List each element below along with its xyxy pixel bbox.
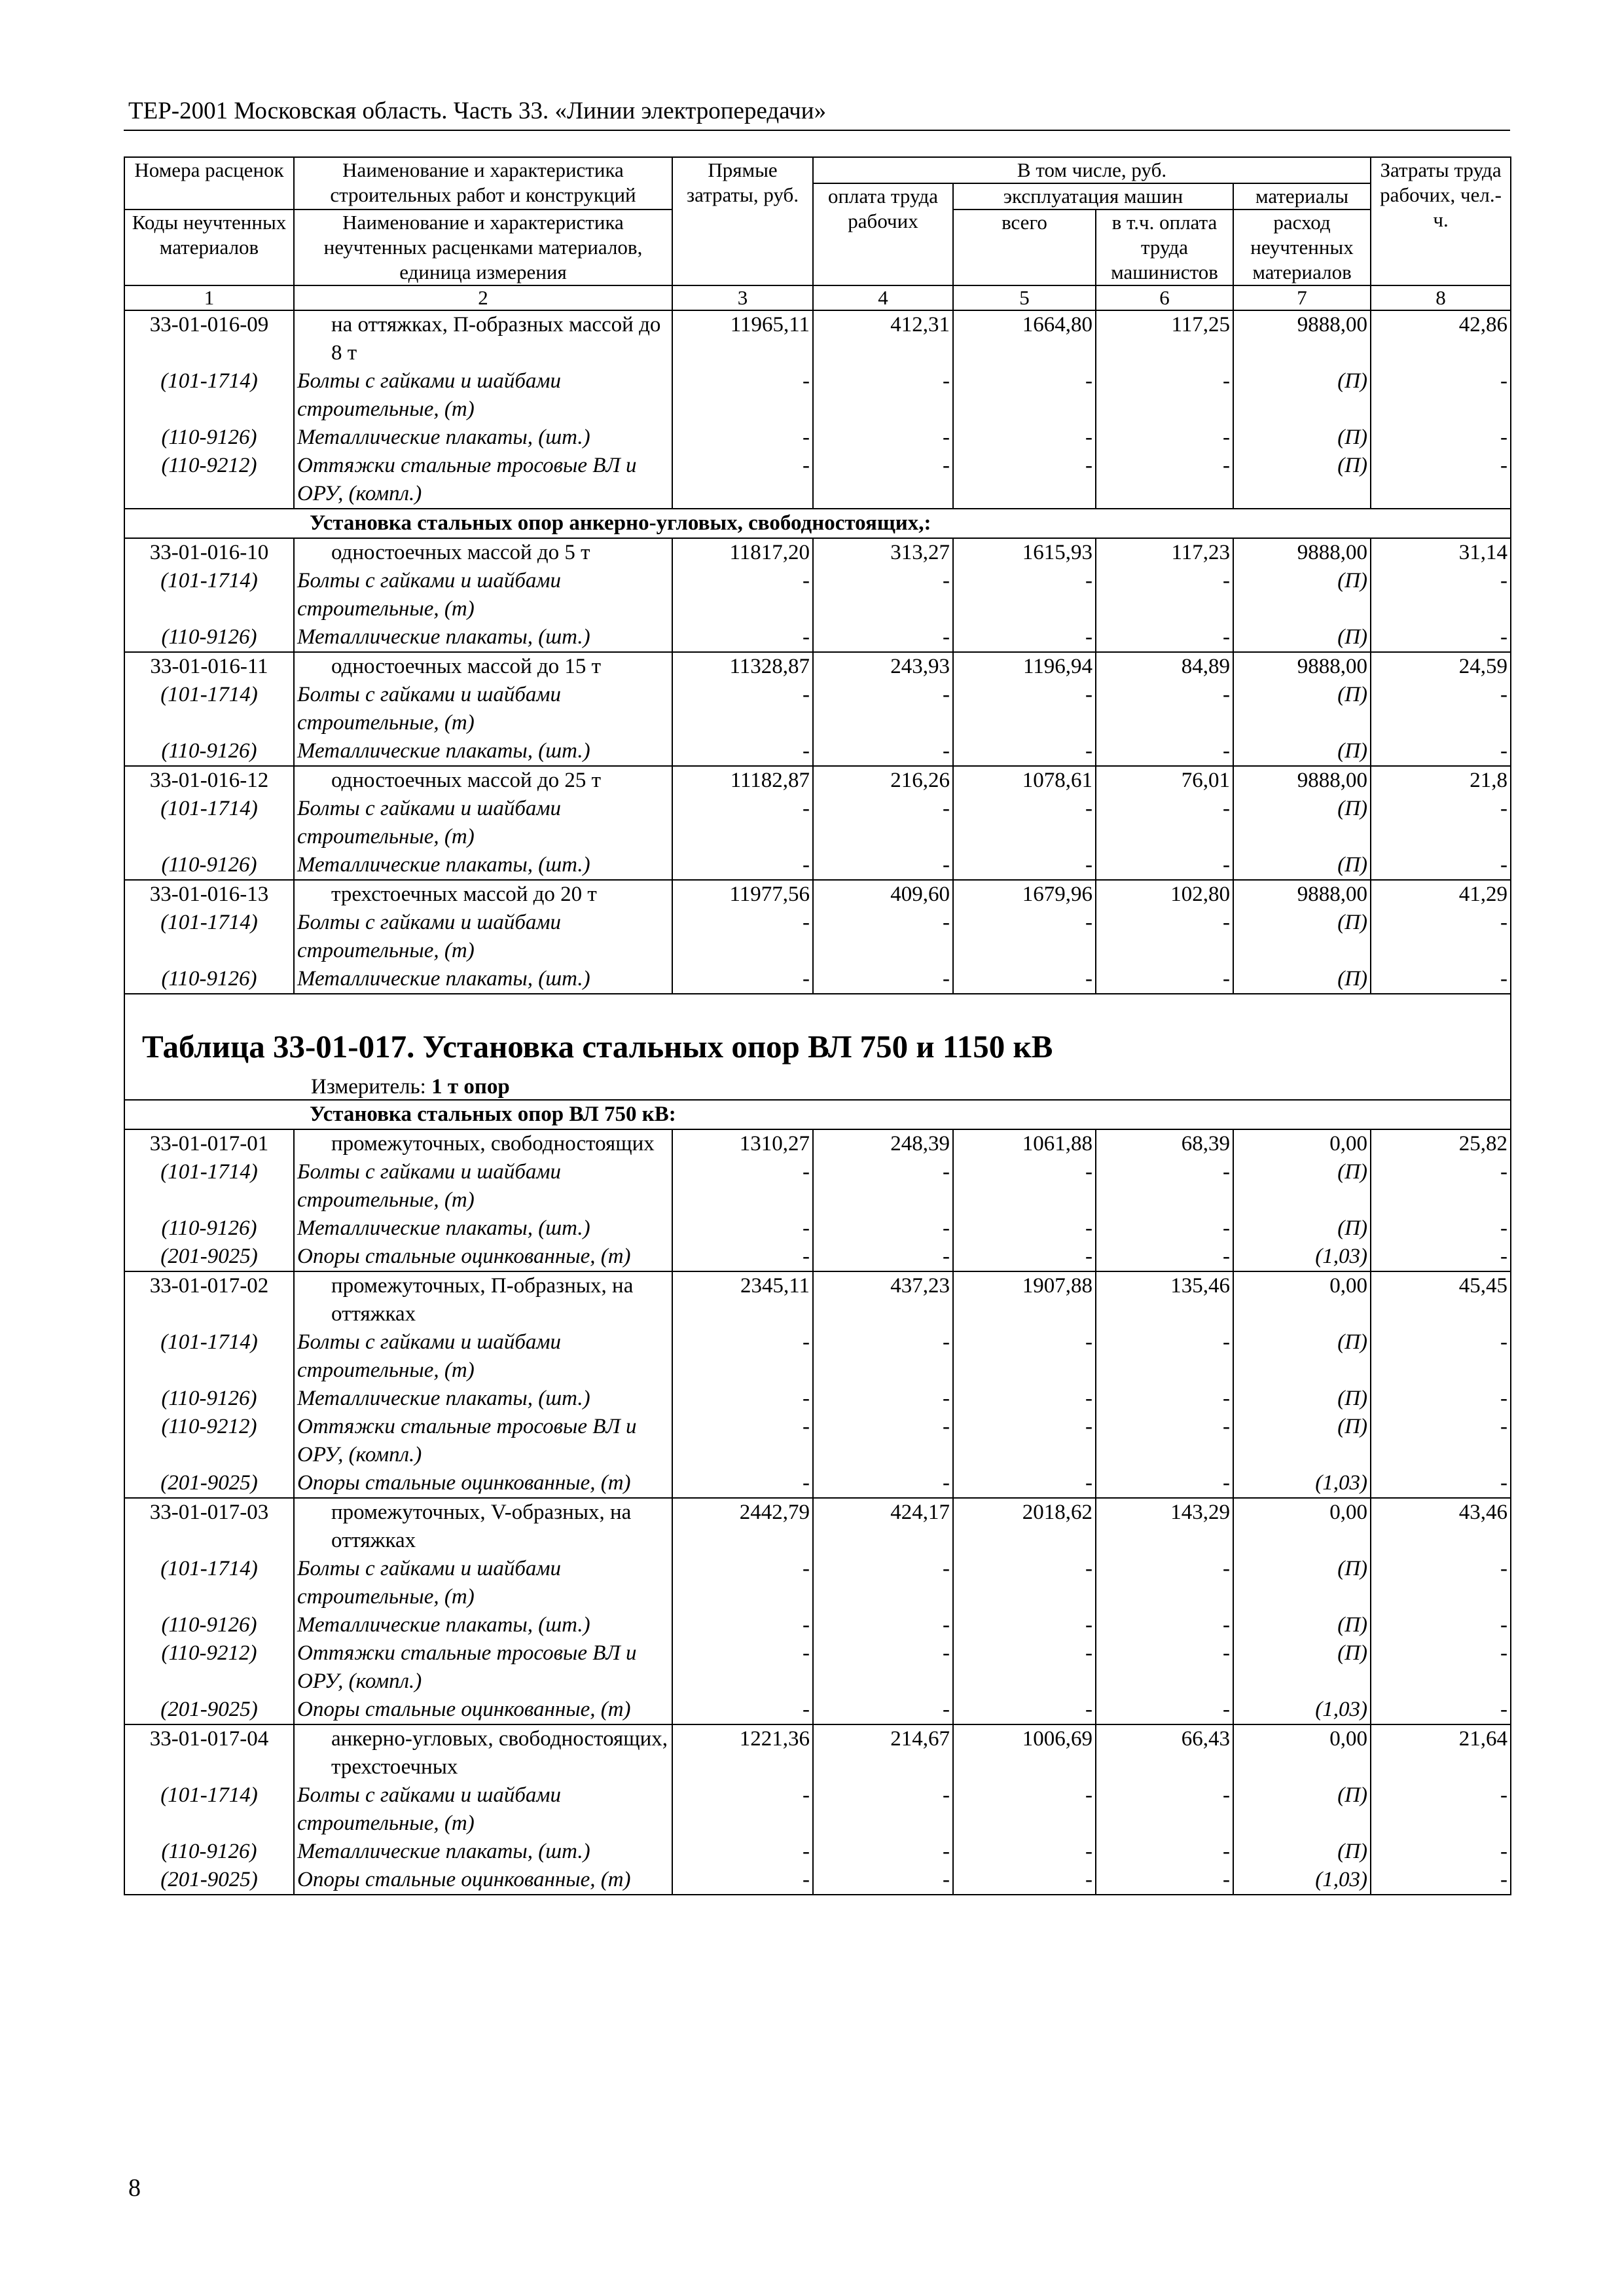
th-codes: Коды неучтенных материалов: [124, 210, 294, 285]
material-row: (101-1714) Болты с гайками и шайбами строительные, (т) - - - - (П) -: [124, 367, 1511, 424]
table-row: 33-01-016-10 одностоечных массой до 5 т 11817,20 313,27 1615,93 117,23 9888,00 31,14: [124, 538, 1511, 567]
th-labor: Затраты труда рабочих, чел.-ч.: [1371, 157, 1511, 285]
document-header: ТЕР-2001 Московская область. Часть 33. «Линии электропередачи»: [128, 98, 827, 124]
header-rule: [124, 130, 1510, 131]
material-row: (110-9126) Металлические плакаты, (шт.) - - - - (П) -: [124, 965, 1511, 994]
material-row: (110-9126) Металлические плакаты, (шт.) - - - - (П) -: [124, 1385, 1511, 1413]
material-row: (101-1714) Болты с гайками и шайбами строительные, (т) - - - - (П) -: [124, 1158, 1511, 1214]
material-row: (101-1714) Болты с гайками и шайбами строительные, (т) - - - - (П) -: [124, 909, 1511, 965]
th-direct: Прямые затраты, руб.: [672, 157, 813, 285]
material-row: (201-9025) Опоры стальные оцинкованные, (т) - - - - (1,03) -: [124, 1866, 1511, 1895]
material-row: (110-9126) Металлические плакаты, (шт.) - - - - (П) -: [124, 737, 1511, 766]
material-row: (110-9126) Металлические плакаты, (шт.) - - - - (П) -: [124, 424, 1511, 452]
section-750kv: Установка стальных опор ВЛ 750 кВ:: [124, 1100, 1511, 1129]
material-row: (110-9126) Металлические плакаты, (шт.) - - - - (П) -: [124, 623, 1511, 652]
section-anchor-angle: Установка стальных опор анкерно-угловых, свободностоящих,:: [124, 509, 1511, 538]
meter-value: 1 т опор: [431, 1075, 510, 1099]
table-title-row: [124, 994, 1511, 1100]
section-heading-row: [124, 509, 1511, 538]
material-row: (110-9126) Металлические плакаты, (шт.) - - - - (П) -: [124, 1214, 1511, 1243]
material-row: (110-9212) Оттяжки стальные тросовые ВЛ и ОРУ, (компл.) - - - - (П) -: [124, 452, 1511, 509]
th-num-rates: Номера расценок: [124, 157, 294, 210]
table-row: 33-01-016-09 на оттяжках, П-образных массой до 8 т 11965,11 412,31 1664,80 117,25 9888,00 42,86: [124, 310, 1511, 367]
rates-table: [124, 156, 1511, 1895]
material-row: (110-9212) Оттяжки стальные тросовые ВЛ и ОРУ, (компл.) - - - - (П) -: [124, 1413, 1511, 1469]
material-row: (101-1714) Болты с гайками и шайбами строительные, (т) - - - - (П) -: [124, 681, 1511, 737]
material-row: (201-9025) Опоры стальные оцинкованные, (т) - - - - (1,03) -: [124, 1243, 1511, 1271]
th-consumption: расход неучтенных материалов: [1233, 210, 1371, 285]
th-incl-wage: в т.ч. оплата труда машинистов: [1096, 210, 1233, 285]
table-row: 33-01-016-11 одностоечных массой до 15 т 11328,87 243,93 1196,94 84,89 9888,00 24,59: [124, 652, 1511, 681]
page-number: 8: [128, 2174, 141, 2202]
table-row: 33-01-017-01 промежуточных, свободностоящих 1310,27 248,39 1061,88 68,39 0,00 25,82: [124, 1129, 1511, 1158]
material-row: (101-1714) Болты с гайками и шайбами строительные, (т) - - - - (П) -: [124, 567, 1511, 623]
material-row: (110-9212) Оттяжки стальные тросовые ВЛ и ОРУ, (компл.) - - - - (П) -: [124, 1639, 1511, 1696]
th-total: всего: [953, 210, 1096, 285]
material-row: (110-9126) Металлические плакаты, (шт.) - - - - (П) -: [124, 851, 1511, 880]
material-row: (101-1714) Болты с гайками и шайбами строительные, (т) - - - - (П) -: [124, 1781, 1511, 1838]
material-row: (101-1714) Болты с гайками и шайбами строительные, (т) - - - - (П) -: [124, 795, 1511, 851]
material-row: (101-1714) Болты с гайками и шайбами строительные, (т) - - - - (П) -: [124, 1555, 1511, 1611]
table-row: 33-01-017-02 промежуточных, П-образных, на оттяжках 2345,11 437,23 1907,88 135,46 0,00 45,45: [124, 1271, 1511, 1328]
table-meter: [311, 1073, 510, 1101]
th-wage: оплата труда рабочих: [813, 183, 953, 285]
material-row: (101-1714) Болты с гайками и шайбами строительные, (т) - - - - (П) -: [124, 1328, 1511, 1385]
table-header-row: [124, 157, 1511, 183]
table-row: 33-01-017-04 анкерно-угловых, свободностоящих, трехстоечных 1221,36 214,67 1006,69 66,43 0,00 21,64: [124, 1724, 1511, 1781]
th-machines: эксплуатация машин: [953, 183, 1233, 210]
material-row: (110-9126) Металлические плакаты, (шт.) - - - - (П) -: [124, 1838, 1511, 1866]
column-numbers-row: 1 2 3 4 5 6 7 8: [124, 285, 1511, 310]
th-name-mat: Наименование и характеристика неучтенных расценками материалов, единица измерения: [294, 210, 672, 285]
material-row: (201-9025) Опоры стальные оцинкованные, (т) - - - - (1,03) -: [124, 1696, 1511, 1724]
th-materials: материалы: [1233, 183, 1371, 210]
meter-label: Измеритель:: [311, 1075, 426, 1099]
section-heading-row: [124, 1100, 1511, 1129]
th-name-work: Наименование и характеристика строительных работ и конструкций: [294, 157, 672, 210]
th-including: В том числе, руб.: [813, 157, 1371, 183]
table-row: 33-01-017-03 промежуточных, V-образных, на оттяжках 2442,79 424,17 2018,62 143,29 0,00 43,46: [124, 1498, 1511, 1555]
material-row: (110-9126) Металлические плакаты, (шт.) - - - - (П) -: [124, 1611, 1511, 1639]
table-title: Таблица 33-01-017. Установка стальных опор ВЛ 750 и 1150 кВ: [142, 1029, 1053, 1065]
table-row: 33-01-016-12 одностоечных массой до 25 т 11182,87 216,26 1078,61 76,01 9888,00 21,8: [124, 766, 1511, 795]
table-row: 33-01-016-13 трехстоечных массой до 20 т 11977,56 409,60 1679,96 102,80 9888,00 41,29: [124, 880, 1511, 909]
material-row: (201-9025) Опоры стальные оцинкованные, (т) - - - - (1,03) -: [124, 1469, 1511, 1498]
